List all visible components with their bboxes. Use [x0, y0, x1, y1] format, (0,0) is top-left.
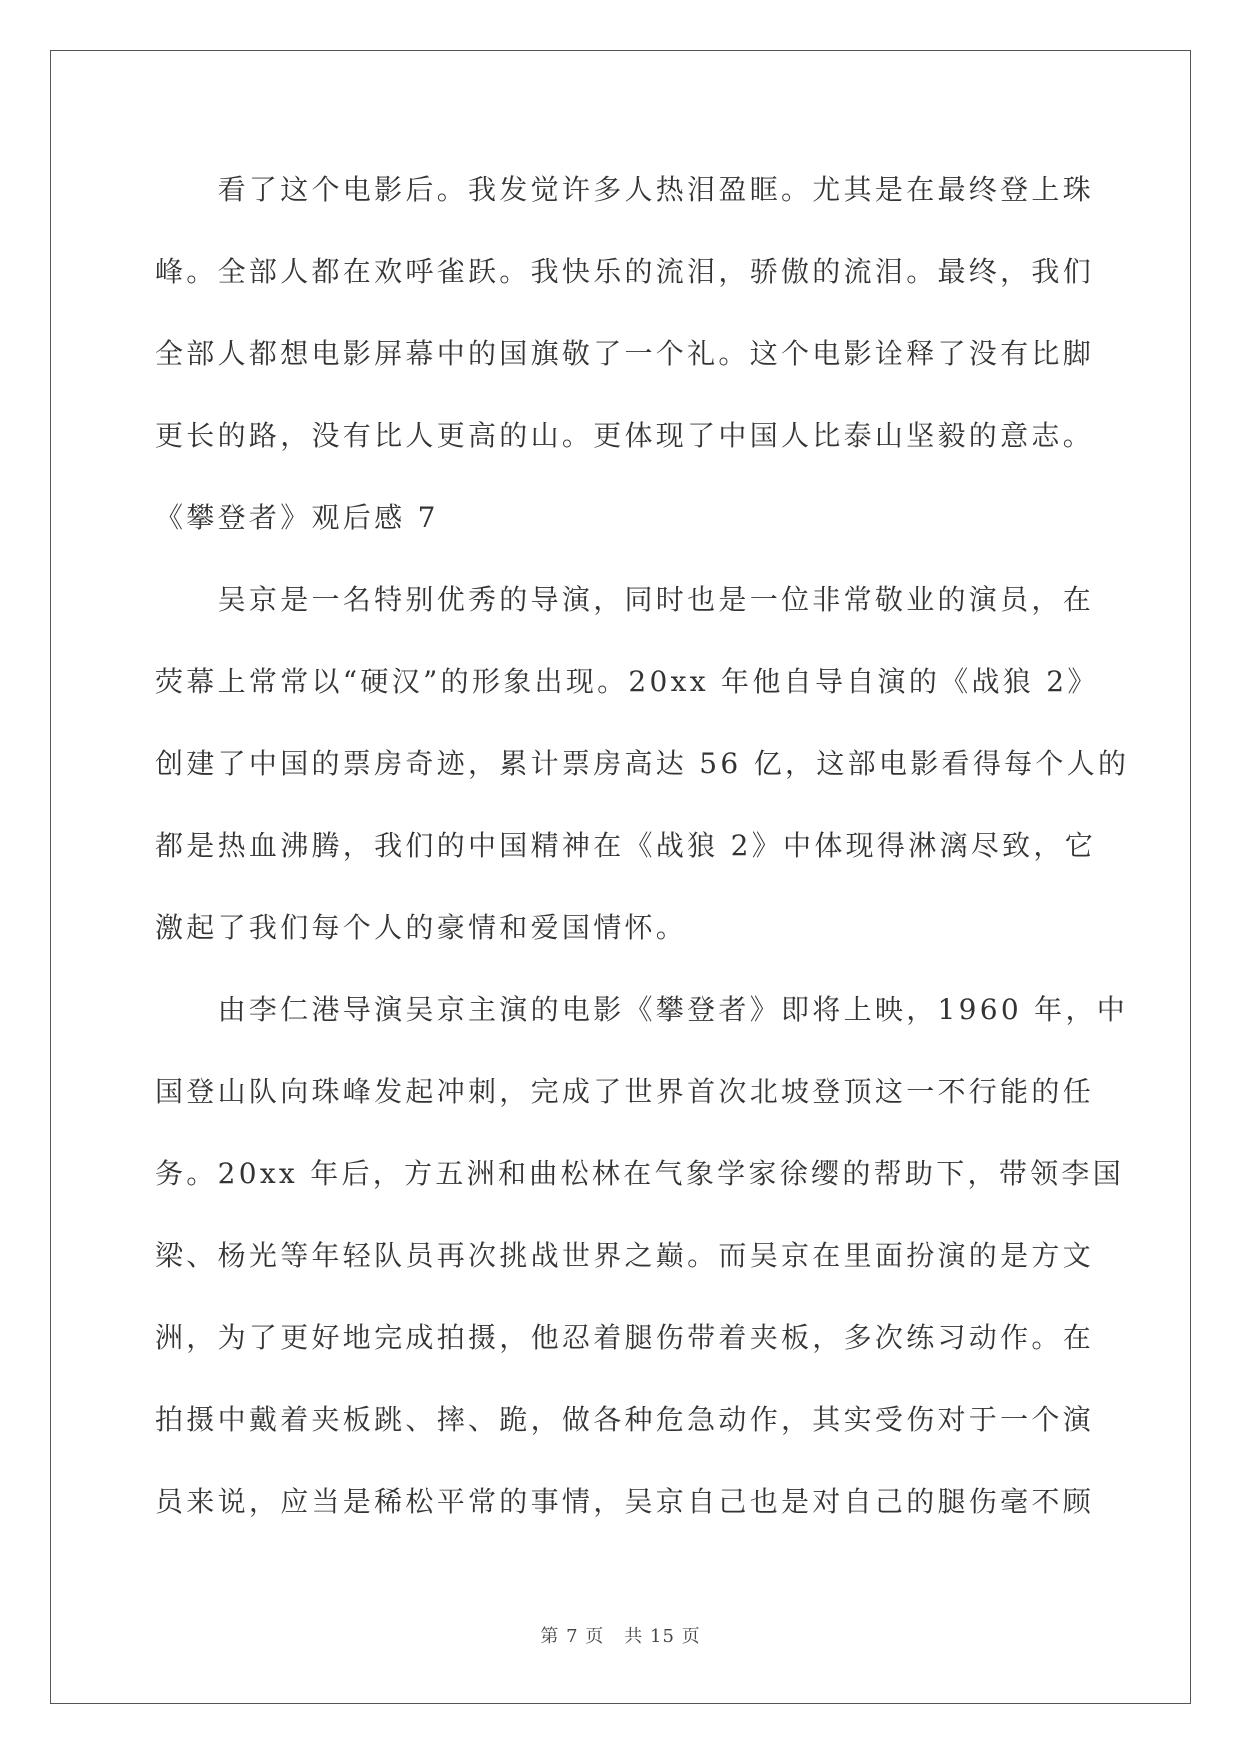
- text-line: 激起了我们每个人的豪情和爱国情怀。: [155, 911, 688, 944]
- page-number: 第 7 页: [540, 1626, 605, 1647]
- text-line: 由李仁港导演吴京主演的电影《攀登者》即将上映，1960 年，中: [155, 993, 1129, 1026]
- text-line: 员来说，应当是稀松平常的事情，吴京自己也是对自己的腿伤毫不顾: [155, 1485, 1095, 1518]
- text-line: 拍摄中戴着夹板跳、摔、跪，做各种危急动作，其实受伤对于一个演: [155, 1403, 1095, 1436]
- text-line: 都是热血沸腾，我们的中国精神在《战狼 2》中体现得淋漓尽致，它: [155, 829, 1097, 862]
- page-footer: [0, 1622, 1241, 1648]
- text-line: 荧幕上常常以“硬汉”的形象出现。20xx 年他自导自演的《战狼 2》: [155, 665, 1099, 698]
- page-total: 共 15 页: [624, 1626, 701, 1647]
- text-line: 吴京是一名特别优秀的导演，同时也是一位非常敬业的演员，在: [155, 583, 1095, 616]
- text-line: 看了这个电影后。我发觉许多人热泪盈眶。尤其是在最终登上珠: [155, 173, 1095, 206]
- document-body: [155, 162, 1130, 1556]
- text-line: 全部人都想电影屏幕中的国旗敬了一个礼。这个电影诠释了没有比脚: [155, 337, 1095, 370]
- text-line: 国登山队向珠峰发起冲刺，完成了世界首次北坡登顶这一不行能的任: [155, 1075, 1095, 1108]
- text-line: 梁、杨光等年轻队员再次挑战世界之巅。而吴京在里面扮演的是方文: [155, 1239, 1095, 1272]
- text-line: 洲，为了更好地完成拍摄，他忍着腿伤带着夹板，多次练习动作。在: [155, 1321, 1095, 1354]
- text-line: 更长的路，没有比人更高的山。更体现了中国人比泰山坚毅的意志。: [155, 419, 1095, 452]
- text-line: 创建了中国的票房奇迹，累计票房高达 56 亿，这部电影看得每个人的: [155, 747, 1130, 780]
- text-line: 峰。全部人都在欢呼雀跃。我快乐的流泪，骄傲的流泪。最终，我们: [155, 255, 1095, 288]
- text-line: 务。20xx 年后，方五洲和曲松林在气象学家徐缨的帮助下，带领李国: [155, 1157, 1125, 1190]
- section-heading: 《攀登者》观后感 7: [155, 501, 439, 534]
